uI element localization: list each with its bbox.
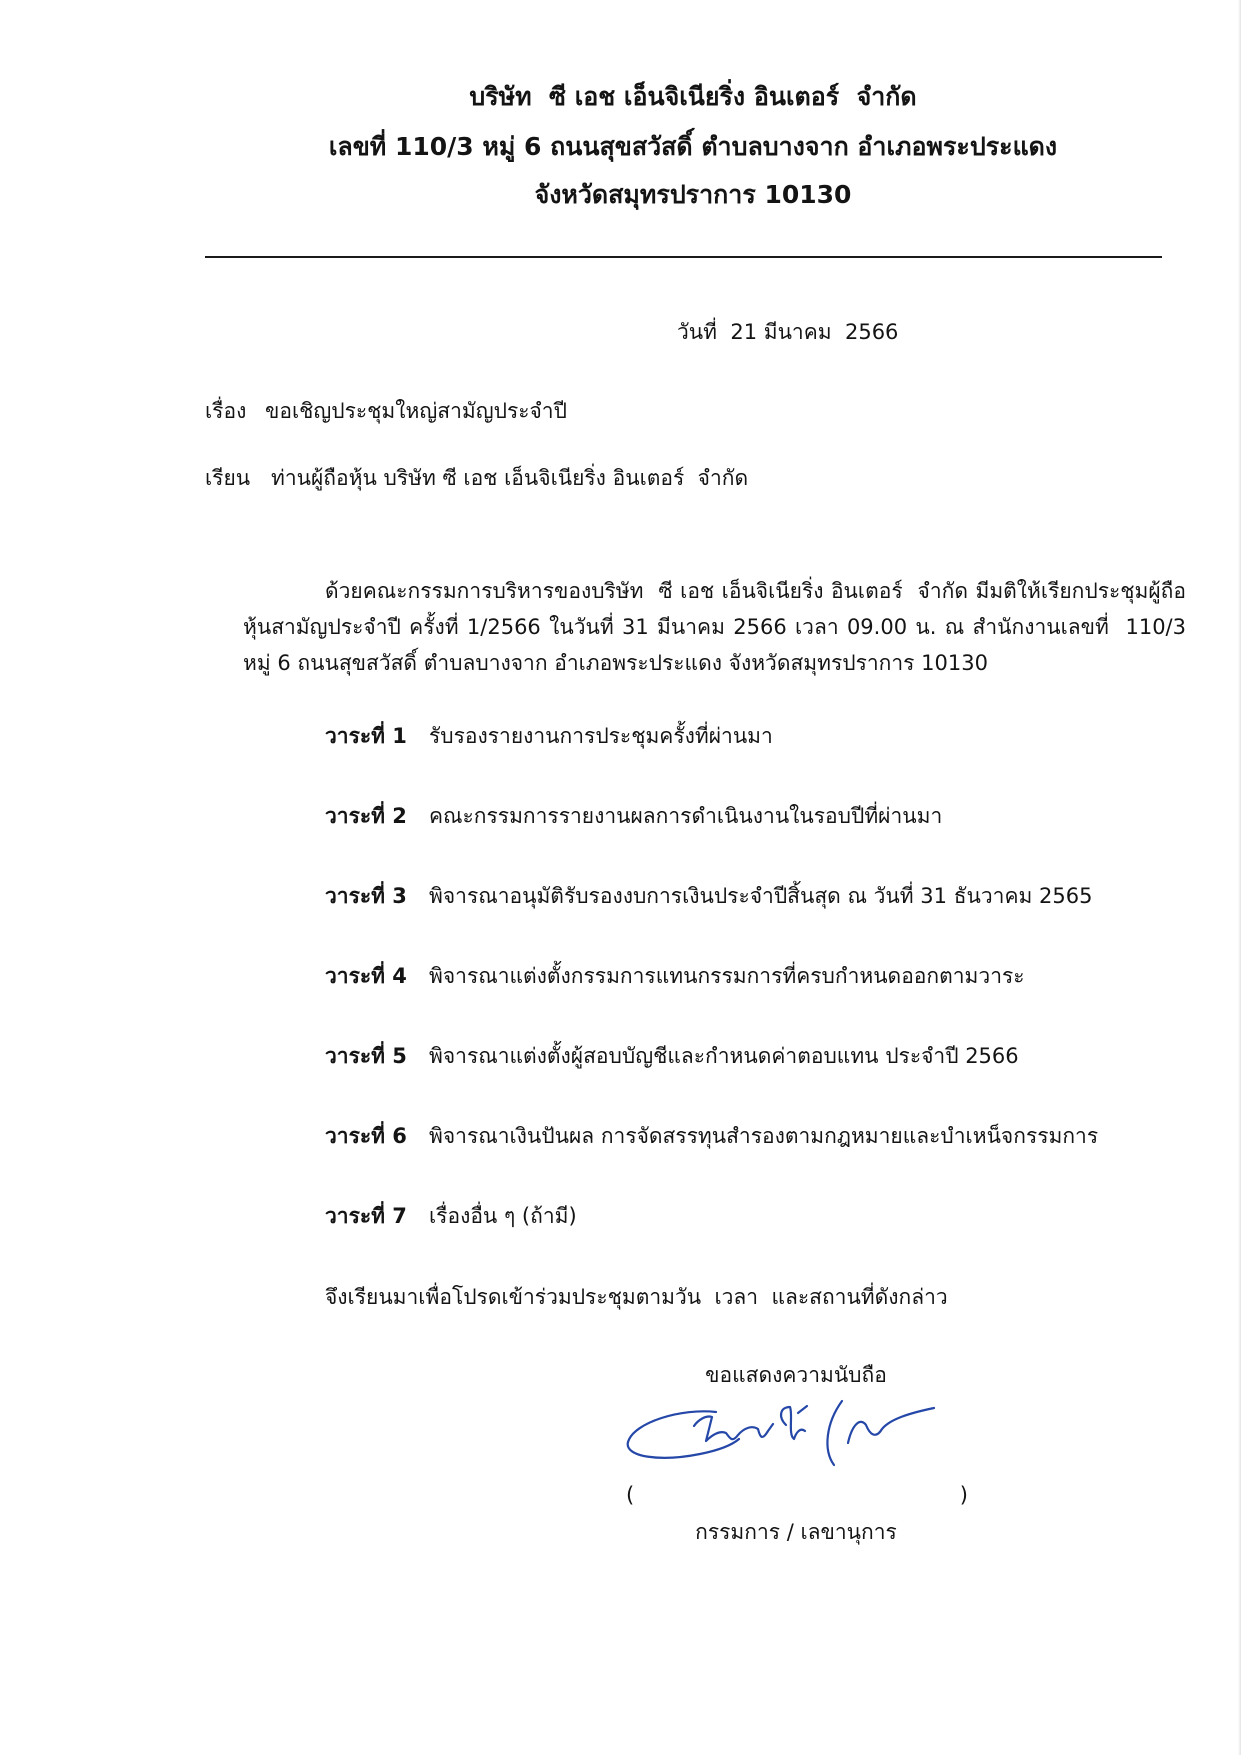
agenda-item-label: วาระที่ 1 [325, 724, 407, 748]
agenda-item-text: เรื่องอื่น ๆ (ถ้ามี) [429, 1204, 577, 1228]
company-name: บริษัท ซี เอช เอ็นจิเนียริ่ง อินเตอร์ จำกัด [469, 82, 917, 111]
agenda-item-label: วาระที่ 4 [325, 964, 407, 988]
signature-stroke [848, 1408, 934, 1443]
agenda-item-label: วาระที่ 2 [325, 804, 407, 828]
signature-stroke [628, 1411, 739, 1457]
agenda-item-label: วาระที่ 3 [325, 884, 407, 908]
agenda-item-label: วาระที่ 7 [325, 1204, 407, 1228]
letter-date: วันที่ 21 มีนาคม 2566 [677, 320, 899, 344]
agenda-item-text: พิจารณาอนุมัติรับรองงบการเงินประจำปีสิ้นสุด ณ วันที่ 31 ธันวาคม 2565 [429, 884, 1093, 908]
company-address-line2: จังหวัดสมุทรปราการ 10130 [534, 180, 852, 209]
agenda-item [325, 1042, 1205, 1122]
signature-stroke [827, 1401, 842, 1465]
agenda-item [325, 722, 1205, 802]
agenda-item-text: พิจารณาเงินปันผล การจัดสรรทุนสำรองตามกฎหมายและบำเหน็จกรรมการ [429, 1124, 1099, 1148]
signoff: ขอแสดงความนับถือ [705, 1363, 887, 1387]
recipient-label: เรียน [205, 466, 251, 490]
subject-text: ขอเชิญประชุมใหญ่สามัญประจำปี [265, 399, 567, 423]
agenda-item [325, 962, 1205, 1042]
body-paragraph: ด้วยคณะกรรมการบริหารของบริษัท ซี เอช เอ็นจิเนียริ่ง อินเตอร์ จำกัด มีมติให้เรียกประชุมผู้ถือหุ้นสามัญประจำปี ครั้งที่ 1/2566 ในวันที่ 31 มีนาคม 2566 เวลา 09.00 น. ณ สำนักงานเลขที่ 110/3 หมู่ 6 ถนนสุขสวัสดิ์ ตำบลบางจาก อำเภอพระประแดง จังหวัดสมุทรปราการ 10130 [243, 579, 1193, 675]
agenda-item [325, 882, 1205, 962]
open-parenthesis: ( [626, 1483, 635, 1507]
signature-stroke [798, 1406, 807, 1413]
handwritten-signature [620, 1395, 940, 1475]
subject-label: เรื่อง [205, 399, 247, 423]
agenda-item-text: พิจารณาแต่งตั้งกรรมการแทนกรรมการที่ครบกำหนดออกตามวาระ [429, 964, 1025, 988]
agenda-item-label: วาระที่ 6 [325, 1124, 407, 1148]
closing-request: จึงเรียนมาเพื่อโปรดเข้าร่วมประชุมตามวัน เวลา และสถานที่ดังกล่าว [325, 1285, 948, 1309]
agenda-item-text: รับรองรายงานการประชุมครั้งที่ผ่านมา [429, 724, 773, 748]
letterhead-divider [205, 256, 1162, 258]
recipient-row [205, 464, 1185, 492]
close-parenthesis: ) [959, 1483, 968, 1507]
subject-row [205, 397, 1185, 425]
signer-title: กรรมการ / เลขานุการ [695, 1520, 897, 1544]
agenda-item [325, 1202, 1205, 1282]
agenda-item-label: วาระที่ 5 [325, 1044, 407, 1068]
agenda-item [325, 802, 1205, 882]
agenda-list [325, 722, 1205, 1282]
signature-stroke [781, 1407, 805, 1439]
signer-name-parentheses [626, 1481, 968, 1509]
recipient-text: ท่านผู้ถือหุ้น บริษัท ซี เอช เอ็นจิเนียริ่ง อินเตอร์ จำกัด [271, 466, 749, 490]
agenda-item [325, 1122, 1205, 1202]
agenda-item-text: คณะกรรมการรายงานผลการดำเนินงานในรอบปีที่ผ่านมา [429, 804, 943, 828]
signature-stroke [694, 1417, 773, 1441]
company-address-line1: เลขที่ 110/3 หมู่ 6 ถนนสุขสวัสดิ์ ตำบลบางจาก อำเภอพระประแดง [328, 132, 1058, 161]
agenda-item-text: พิจารณาแต่งตั้งผู้สอบบัญชีและกำหนดค่าตอบแทน ประจำปี 2566 [429, 1044, 1019, 1068]
